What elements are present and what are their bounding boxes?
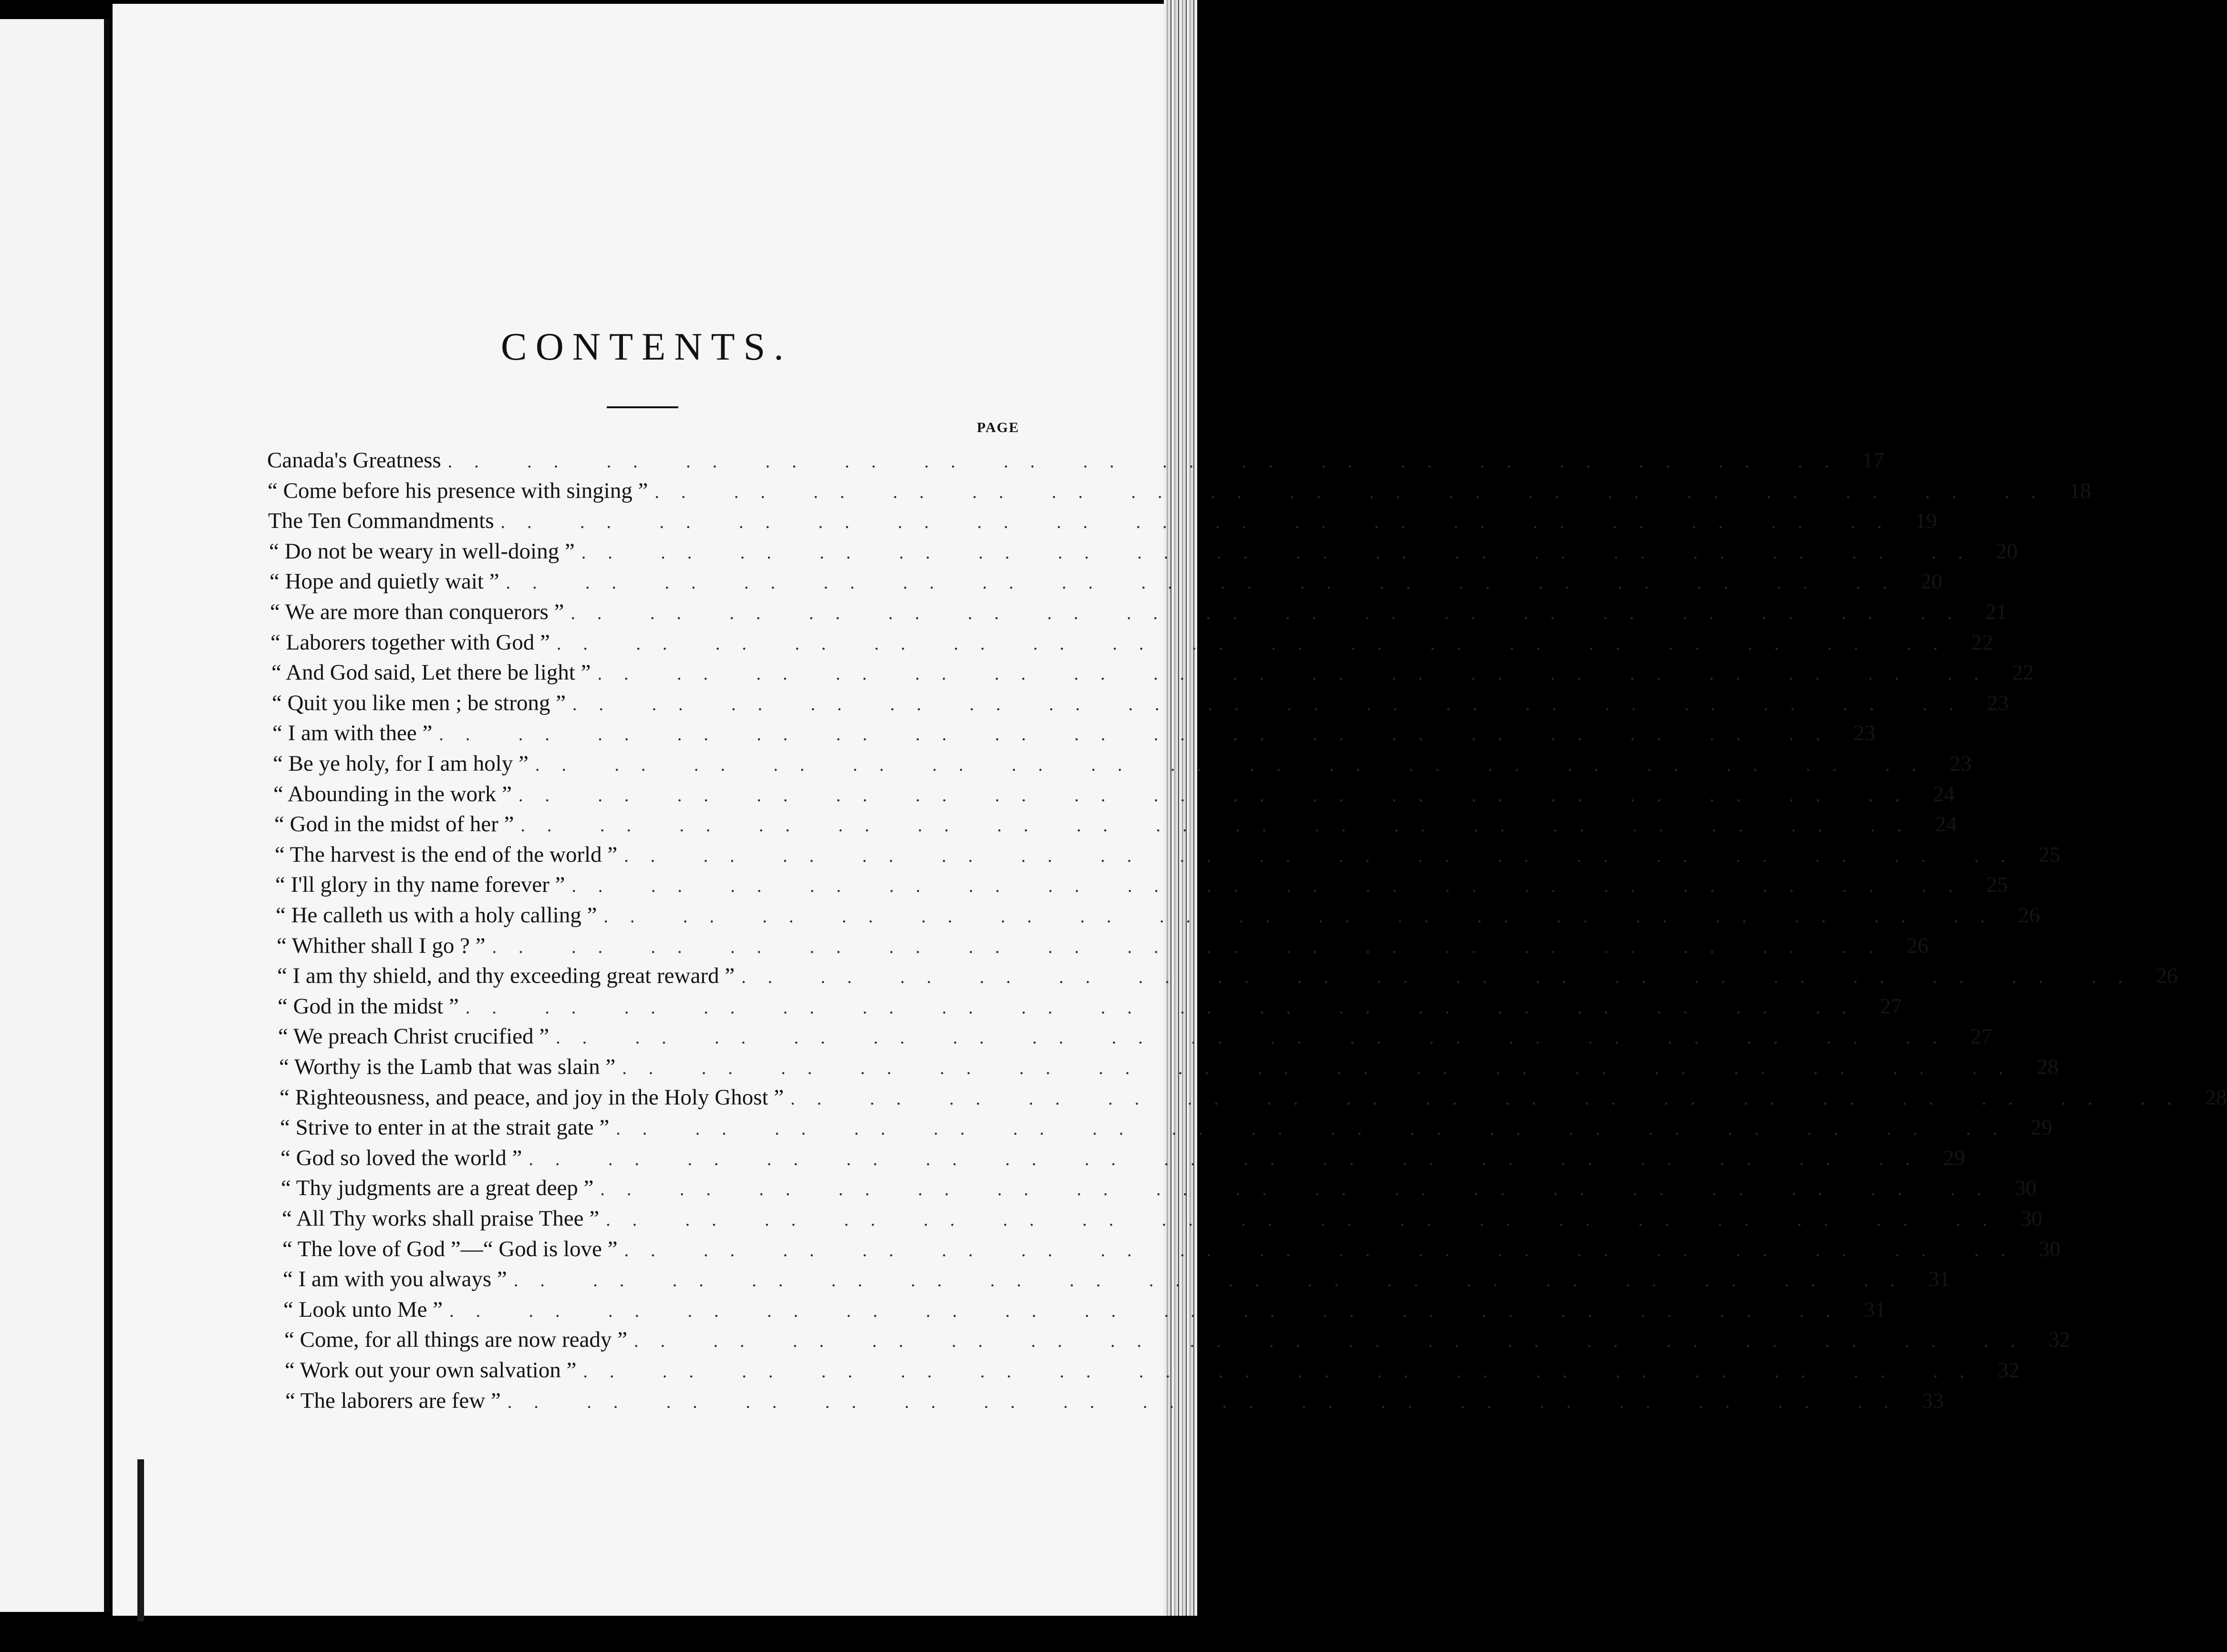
page-title: CONTENTS. <box>501 325 792 368</box>
toc-entry-title: The Ten Commandments <box>268 508 494 533</box>
dot-leader: .. .. .. .. .. .. .. .. .. .. .. .. .. .. .. .. .. .. <box>603 907 2007 927</box>
toc-entry-title: “ Look unto Me ” <box>283 1297 443 1322</box>
toc-entry-page-number: 30 <box>2020 1206 2042 1230</box>
toc-entry <box>278 1023 1992 1053</box>
dot-leader: .. .. .. .. .. .. .. .. .. .. .. .. .. .. .. .. .. .. <box>571 876 1975 896</box>
toc-entry <box>283 1266 1950 1296</box>
toc-entry-title: “ Laborers together with God ” <box>270 630 550 655</box>
toc-entry-title: “ Come before his presence with singing ” <box>268 478 648 503</box>
toc-entry-title: “ Whither shall I go ? ” <box>277 933 486 958</box>
dot-leader: .. .. .. .. .. .. .. .. .. .. .. .. .. .. .. .. .. .. <box>606 1210 2009 1230</box>
toc-entry-page-number: 24 <box>1933 782 1955 806</box>
dot-leader: .. .. .. .. .. .. .. .. .. .. .. .. .. .. .. .. .. .. <box>518 785 1922 805</box>
toc-entry-page-number: 26 <box>2018 903 2040 927</box>
toc-entry <box>274 811 1958 841</box>
toc-entry-page-number: 33 <box>1922 1388 1944 1413</box>
toc-entry-page-number: 26 <box>2155 963 2178 988</box>
toc-entry-page-number: 30 <box>2039 1237 2061 1261</box>
toc-entry-page-number: 31 <box>1864 1297 1886 1322</box>
dot-leader: .. .. .. .. .. .. .. .. .. .. .. .. .. .. .. .. .. .. <box>570 603 1974 623</box>
dot-leader: .. .. .. .. .. .. .. .. .. .. .. .. .. .. .. .. .. .. <box>600 1179 2004 1199</box>
toc-entry-title: “ He calleth us with a holy calling ” <box>276 903 597 928</box>
toc-entry-page-number: 21 <box>1985 599 2008 624</box>
dot-leader: .. .. .. .. .. .. .. .. .. .. .. .. .. .. .. .. .. .. <box>581 543 1985 563</box>
toc-entry <box>270 630 1993 659</box>
toc-entry <box>283 1297 1886 1326</box>
toc-entry-title: “ We preach Christ crucified ” <box>278 1024 549 1049</box>
toc-entry <box>272 690 2009 720</box>
toc-entry-page-number: 20 <box>1996 539 2018 563</box>
dot-leader: .. .. .. .. .. .. .. .. .. .. .. .. .. .. .. .. .. .. <box>500 512 1904 532</box>
toc-entry <box>282 1236 2061 1266</box>
page-column-header: PAGE <box>977 420 1020 435</box>
toc-entry <box>272 720 1875 750</box>
dot-leader: .. .. .. .. .. .. .. .. .. .. .. .. .. .. .. .. .. .. <box>528 1149 1932 1169</box>
toc-entry <box>277 933 1929 962</box>
dot-leader: .. .. .. .. .. .. .. .. .. .. .. .. .. .. .. .. .. .. <box>507 1392 1911 1412</box>
toc-entry-title: “ Strive to enter in at the strait gate ” <box>280 1115 610 1140</box>
toc-entry <box>269 538 2018 568</box>
toc-entry-title: “ I am with thee ” <box>272 721 433 745</box>
toc-entry <box>285 1357 2020 1387</box>
toc-entry-title: “ Be ye holy, for I am holy ” <box>273 751 528 776</box>
toc-entry <box>268 478 2091 507</box>
toc-entry-page-number: 30 <box>2015 1176 2037 1200</box>
toc-entry <box>273 751 1972 780</box>
toc-entry-page-number: 17 <box>1862 448 1885 472</box>
toc-entry-title: “ All Thy works shall praise Thee ” <box>282 1206 600 1231</box>
toc-entry-page-number: 22 <box>2012 660 2034 684</box>
toc-entry-page-number: 18 <box>2069 478 2091 503</box>
toc-entry-title: “ Worthy is the Lamb that was slain ” <box>279 1054 616 1079</box>
toc-entry <box>277 963 2178 992</box>
dot-leader: .. .. .. .. .. .. .. .. .. .. .. .. .. .. .. .. .. .. <box>634 1331 2037 1351</box>
dot-leader: .. .. .. .. .. .. .. .. .. .. .. .. .. .. .. .. .. .. <box>506 573 1909 593</box>
toc-entry-title: “ Quit you like men ; be strong ” <box>272 691 566 715</box>
toc-entry <box>271 660 2034 689</box>
dot-leader: .. .. .. .. .. .. .. .. .. .. .. .. .. .. .. .. .. .. <box>513 1270 1917 1291</box>
dot-leader: .. .. .. .. .. .. .. .. .. .. .. .. .. .. .. .. .. .. <box>535 755 1938 775</box>
toc-entry-page-number: 19 <box>1915 508 1937 533</box>
dot-leader: .. .. .. .. .. .. .. .. .. .. .. .. .. .. .. .. .. .. <box>556 1028 1959 1048</box>
toc-entry-page-number: 29 <box>1943 1146 1965 1170</box>
toc-entry-page-number: 27 <box>1970 1024 1992 1048</box>
toc-entry-page-number: 31 <box>1928 1267 1950 1291</box>
toc-entry <box>278 993 1902 1023</box>
toc-entry-title: “ Come, for all things are now ready ” <box>284 1327 628 1352</box>
toc-entry <box>267 447 1885 477</box>
dot-leader: .. .. .. .. .. .. .. .. .. .. .. .. .. .. .. .. .. .. <box>439 724 1842 744</box>
toc-entry-page-number: 29 <box>2030 1115 2052 1139</box>
toc-entry-title: “ The harvest is the end of the world ” <box>275 842 618 867</box>
toc-entry-title: “ Abounding in the work ” <box>273 782 512 806</box>
toc-entry-title: “ I am thy shield, and thy exceeding great reward ” <box>277 963 735 988</box>
toc-entry <box>268 508 1937 537</box>
toc-entry-page-number: 27 <box>1880 994 1902 1018</box>
toc-entry-title: “ I am with you always ” <box>283 1267 507 1291</box>
toc-entry-page-number: 28 <box>2205 1085 2227 1109</box>
toc-entry-page-number: 22 <box>1971 630 1993 654</box>
dot-leader: .. .. .. .. .. .. .. .. .. .. .. .. .. .. .. .. .. .. <box>741 967 2144 987</box>
toc-entry <box>282 1206 2042 1235</box>
dot-leader: .. .. .. .. .. .. .. .. .. .. .. .. .. .. .. .. .. .. <box>572 694 1976 714</box>
toc-entry-page-number: 23 <box>1949 751 1972 775</box>
dot-leader: .. .. .. .. .. .. .. .. .. .. .. .. .. .. .. .. .. .. <box>624 846 2027 866</box>
toc-entry <box>269 568 1943 598</box>
dot-leader: .. .. .. .. .. .. .. .. .. .. .. .. .. .. .. .. .. .. <box>654 482 2058 502</box>
toc-entry-title: “ We are more than conquerors ” <box>270 599 564 624</box>
toc-entry-page-number: 32 <box>2048 1327 2071 1352</box>
dot-leader: .. .. .. .. .. .. .. .. .. .. .. .. .. .. .. .. .. .. <box>447 452 1851 472</box>
toc-entry-title: “ Work out your own salvation ” <box>285 1358 577 1383</box>
toc-entry <box>280 1115 2052 1144</box>
toc-entry-title: “ And God said, Let there be light ” <box>271 660 591 685</box>
dot-leader: .. .. .. .. .. .. .. .. .. .. .. .. .. .. .. .. .. .. <box>449 1301 1853 1321</box>
toc-entry-page-number: 24 <box>1935 812 1958 836</box>
toc-entry <box>280 1145 1965 1175</box>
toc-entry <box>279 1054 2059 1084</box>
toc-entry <box>285 1388 1944 1417</box>
toc-entry <box>281 1175 2037 1205</box>
toc-entry-title: “ The love of God ”—“ God is love ” <box>282 1237 618 1261</box>
toc-entry-title: “ Thy judgments are a great deep ” <box>281 1176 594 1200</box>
toc-entry-page-number: 25 <box>1986 872 2008 897</box>
toc-entry <box>275 872 2008 901</box>
toc-entry <box>273 781 1955 811</box>
dot-leader: .. .. .. .. .. .. .. .. .. .. .. .. .. .. .. .. .. .. <box>520 816 1924 836</box>
toc-entry <box>284 1327 2071 1356</box>
toc-entry-page-number: 20 <box>1920 569 1943 593</box>
toc-entry-page-number: 32 <box>1997 1358 2020 1382</box>
dot-leader: .. .. .. .. .. .. .. .. .. .. .. .. .. .. .. .. .. .. <box>597 664 2001 684</box>
dot-leader: .. .. .. .. .. .. .. .. .. .. .. .. .. .. .. .. .. .. <box>583 1362 1986 1382</box>
dot-leader: .. .. .. .. .. .. .. .. .. .. .. .. .. .. .. .. .. .. <box>790 1089 2194 1109</box>
toc-entry-page-number: 23 <box>1987 691 2009 715</box>
toc-entry-page-number: 25 <box>2038 842 2061 867</box>
toc-entry-page-number: 26 <box>1906 933 1929 958</box>
dot-leader: .. .. .. .. .. .. .. .. .. .. .. .. .. .. .. .. .. .. <box>616 1119 2019 1139</box>
toc-entry-title: “ Hope and quietly wait ” <box>269 569 499 594</box>
dot-leader: .. .. .. .. .. .. .. .. .. .. .. .. .. .. .. .. .. .. <box>492 937 1896 957</box>
toc-entry-title: “ Do not be weary in well-doing ” <box>269 539 575 564</box>
toc-entry <box>270 599 2008 629</box>
toc-entry-page-number: 28 <box>2036 1054 2059 1079</box>
toc-entry-title: “ God in the midst of her ” <box>274 812 514 836</box>
toc-entry <box>280 1084 2227 1114</box>
dot-leader: .. .. .. .. .. .. .. .. .. .. .. .. .. .. .. .. .. .. <box>622 1058 2025 1078</box>
toc-entry-title: “ Righteousness, and peace, and joy in the Holy Ghost ” <box>280 1085 784 1110</box>
toc-entry-title: “ God so loved the world ” <box>280 1146 522 1170</box>
toc-entry-title: Canada's Greatness <box>267 448 441 473</box>
toc-entry-page-number: 23 <box>1853 721 1875 745</box>
toc-entry-title: “ God in the midst ” <box>278 994 459 1019</box>
dot-leader: .. .. .. .. .. .. .. .. .. .. .. .. .. .. .. .. .. .. <box>624 1240 2028 1260</box>
toc-entry <box>275 842 2061 871</box>
dot-leader: .. .. .. .. .. .. .. .. .. .. .. .. .. .. .. .. .. .. <box>557 634 1960 654</box>
toc-entry <box>276 902 2040 932</box>
toc-entry-title: “ I'll glory in thy name forever ” <box>275 872 565 897</box>
toc-entry-title: “ The laborers are few ” <box>285 1388 501 1413</box>
dot-leader: .. .. .. .. .. .. .. .. .. .. .. .. .. .. .. .. .. .. <box>465 998 1869 1018</box>
